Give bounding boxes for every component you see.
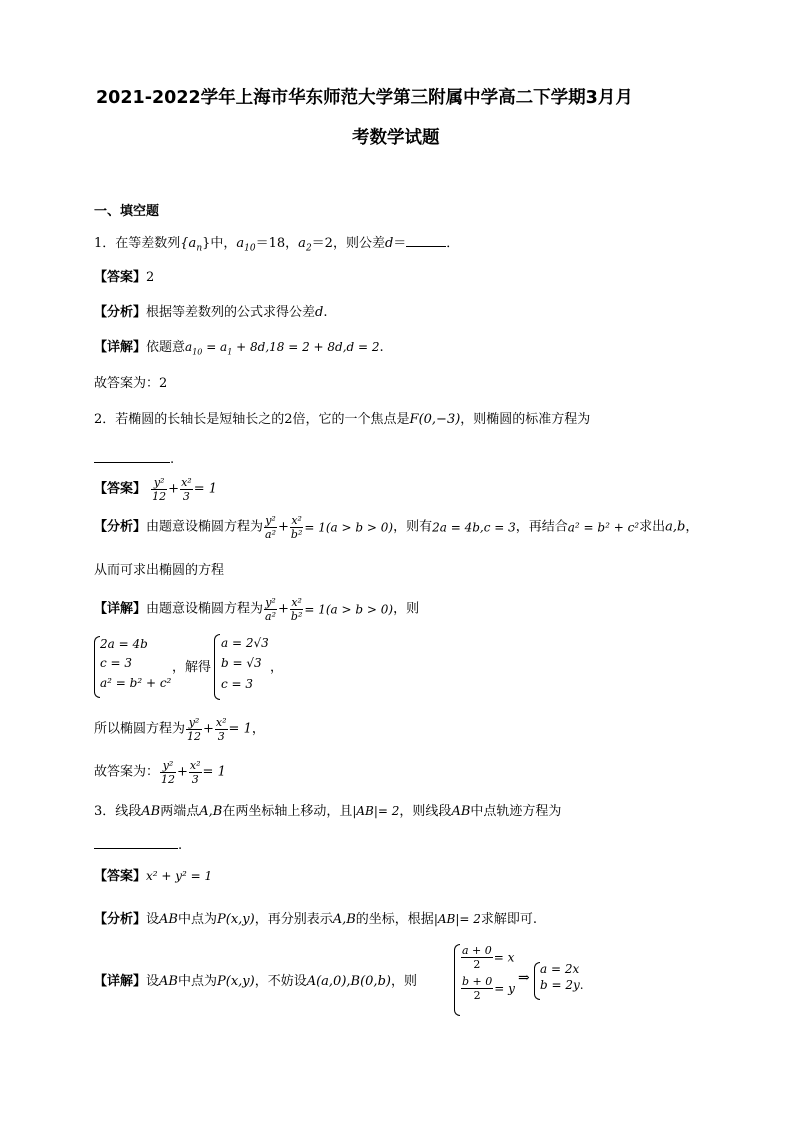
answer-blank[interactable] — [406, 234, 446, 247]
q3-answer: 【答案】x² + y² = 1 — [94, 869, 213, 884]
q2-solve-word: ，解得 — [172, 660, 212, 675]
q3-blank-line: . — [94, 836, 182, 854]
q1-conclusion: 故答案为：2 — [94, 376, 168, 391]
q2-blank-line: . — [94, 450, 174, 468]
answer-blank[interactable] — [94, 450, 170, 463]
q2-system-1: 2a = 4b c = 3 a² = b² + c² — [100, 637, 172, 690]
left-brace — [214, 634, 220, 700]
section-heading: 一、填空题 — [94, 204, 160, 219]
q2-detail: 【详解】由题意设椭圆方程为 $\frac{\text{y²}}{\text{a²}}$ + $\frac{\text{x²}}{\text{b²}}$ = 1(a > b > 0)，则 — [94, 596, 420, 623]
q2-stem: 2．若椭圆的长轴长是短轴长之的2倍，它的一个焦点是F(0,−3)，则椭圆的标准方程为 — [94, 412, 591, 427]
q3-analysis: 【分析】设AB中点为P(x,y)，再分别表示A,B的坐标，根据|AB|= 2求解即可. — [94, 912, 538, 927]
q2-sys2-end: ， — [270, 660, 284, 675]
q3-stem: 3．线段AB两端点A,B在两坐标轴上移动，且|AB|= 2，则线段AB中点轨迹方程为 — [94, 804, 562, 819]
q1-answer: 【答案】2 — [94, 270, 155, 285]
q1-analysis: 【分析】根据等差数列的公式求得公差d. — [94, 305, 328, 320]
q2-conclusion: 故答案为： $\frac{\text{y²}}{12}$ + $\frac{\text{x²}}{3}$ = 1 — [94, 759, 226, 786]
q3-system-right: a = 2x b = 2y. — [540, 962, 584, 993]
q2-analysis: 【分析】由题意设椭圆方程为 $\frac{\text{y²}}{\text{a²}}$ + $\frac{\text{x²}}{\text{b²}}$ = 1(a > b > 0)，则有2a = 4b,c = 3，再结合a² = b² + c²求出a,b， — [94, 514, 699, 541]
answer-blank[interactable] — [94, 836, 178, 849]
q2-answer: 【答案】 $\frac{\text{y²}}{12}$ + $\frac{\text{x²}}{3}$ = 1 — [94, 476, 217, 503]
q1-stem: 1．在等差数列$\{a_n\}$中，$a_{10}=18$，$a_2=2$，则公差d＝ ． — [94, 236, 460, 254]
q3-system-left: $\frac{a + 0}{2}$ = x $\frac{b + 0}{2}$ = y — [462, 944, 515, 1002]
q2-so: 所以椭圆方程为 $\frac{\text{y²}}{12}$ + $\frac{\text{x²}}{3}$ = 1， — [94, 716, 265, 743]
implies-arrow: ⇒ — [518, 970, 530, 986]
doc-title-line2: 考数学试题 — [352, 128, 440, 148]
doc-title-line1: 2021-2022学年上海市华东师范大学第三附属中学高二下学期3月月 — [96, 88, 633, 108]
q2-system-2: a = 2√3 b = √3 c = 3 — [221, 636, 269, 691]
q1-detail: 【详解】依题意$a_{10} = a_1 + 8d,18 = 2 + 8d,d = 2$. — [94, 340, 384, 357]
q2-analysis-line2: 从而可求出椭圆的方程 — [94, 563, 225, 578]
q3-detail: 【详解】设AB中点为P(x,y)，不妨设A(a,0),B(0,b)，则 — [94, 974, 417, 989]
